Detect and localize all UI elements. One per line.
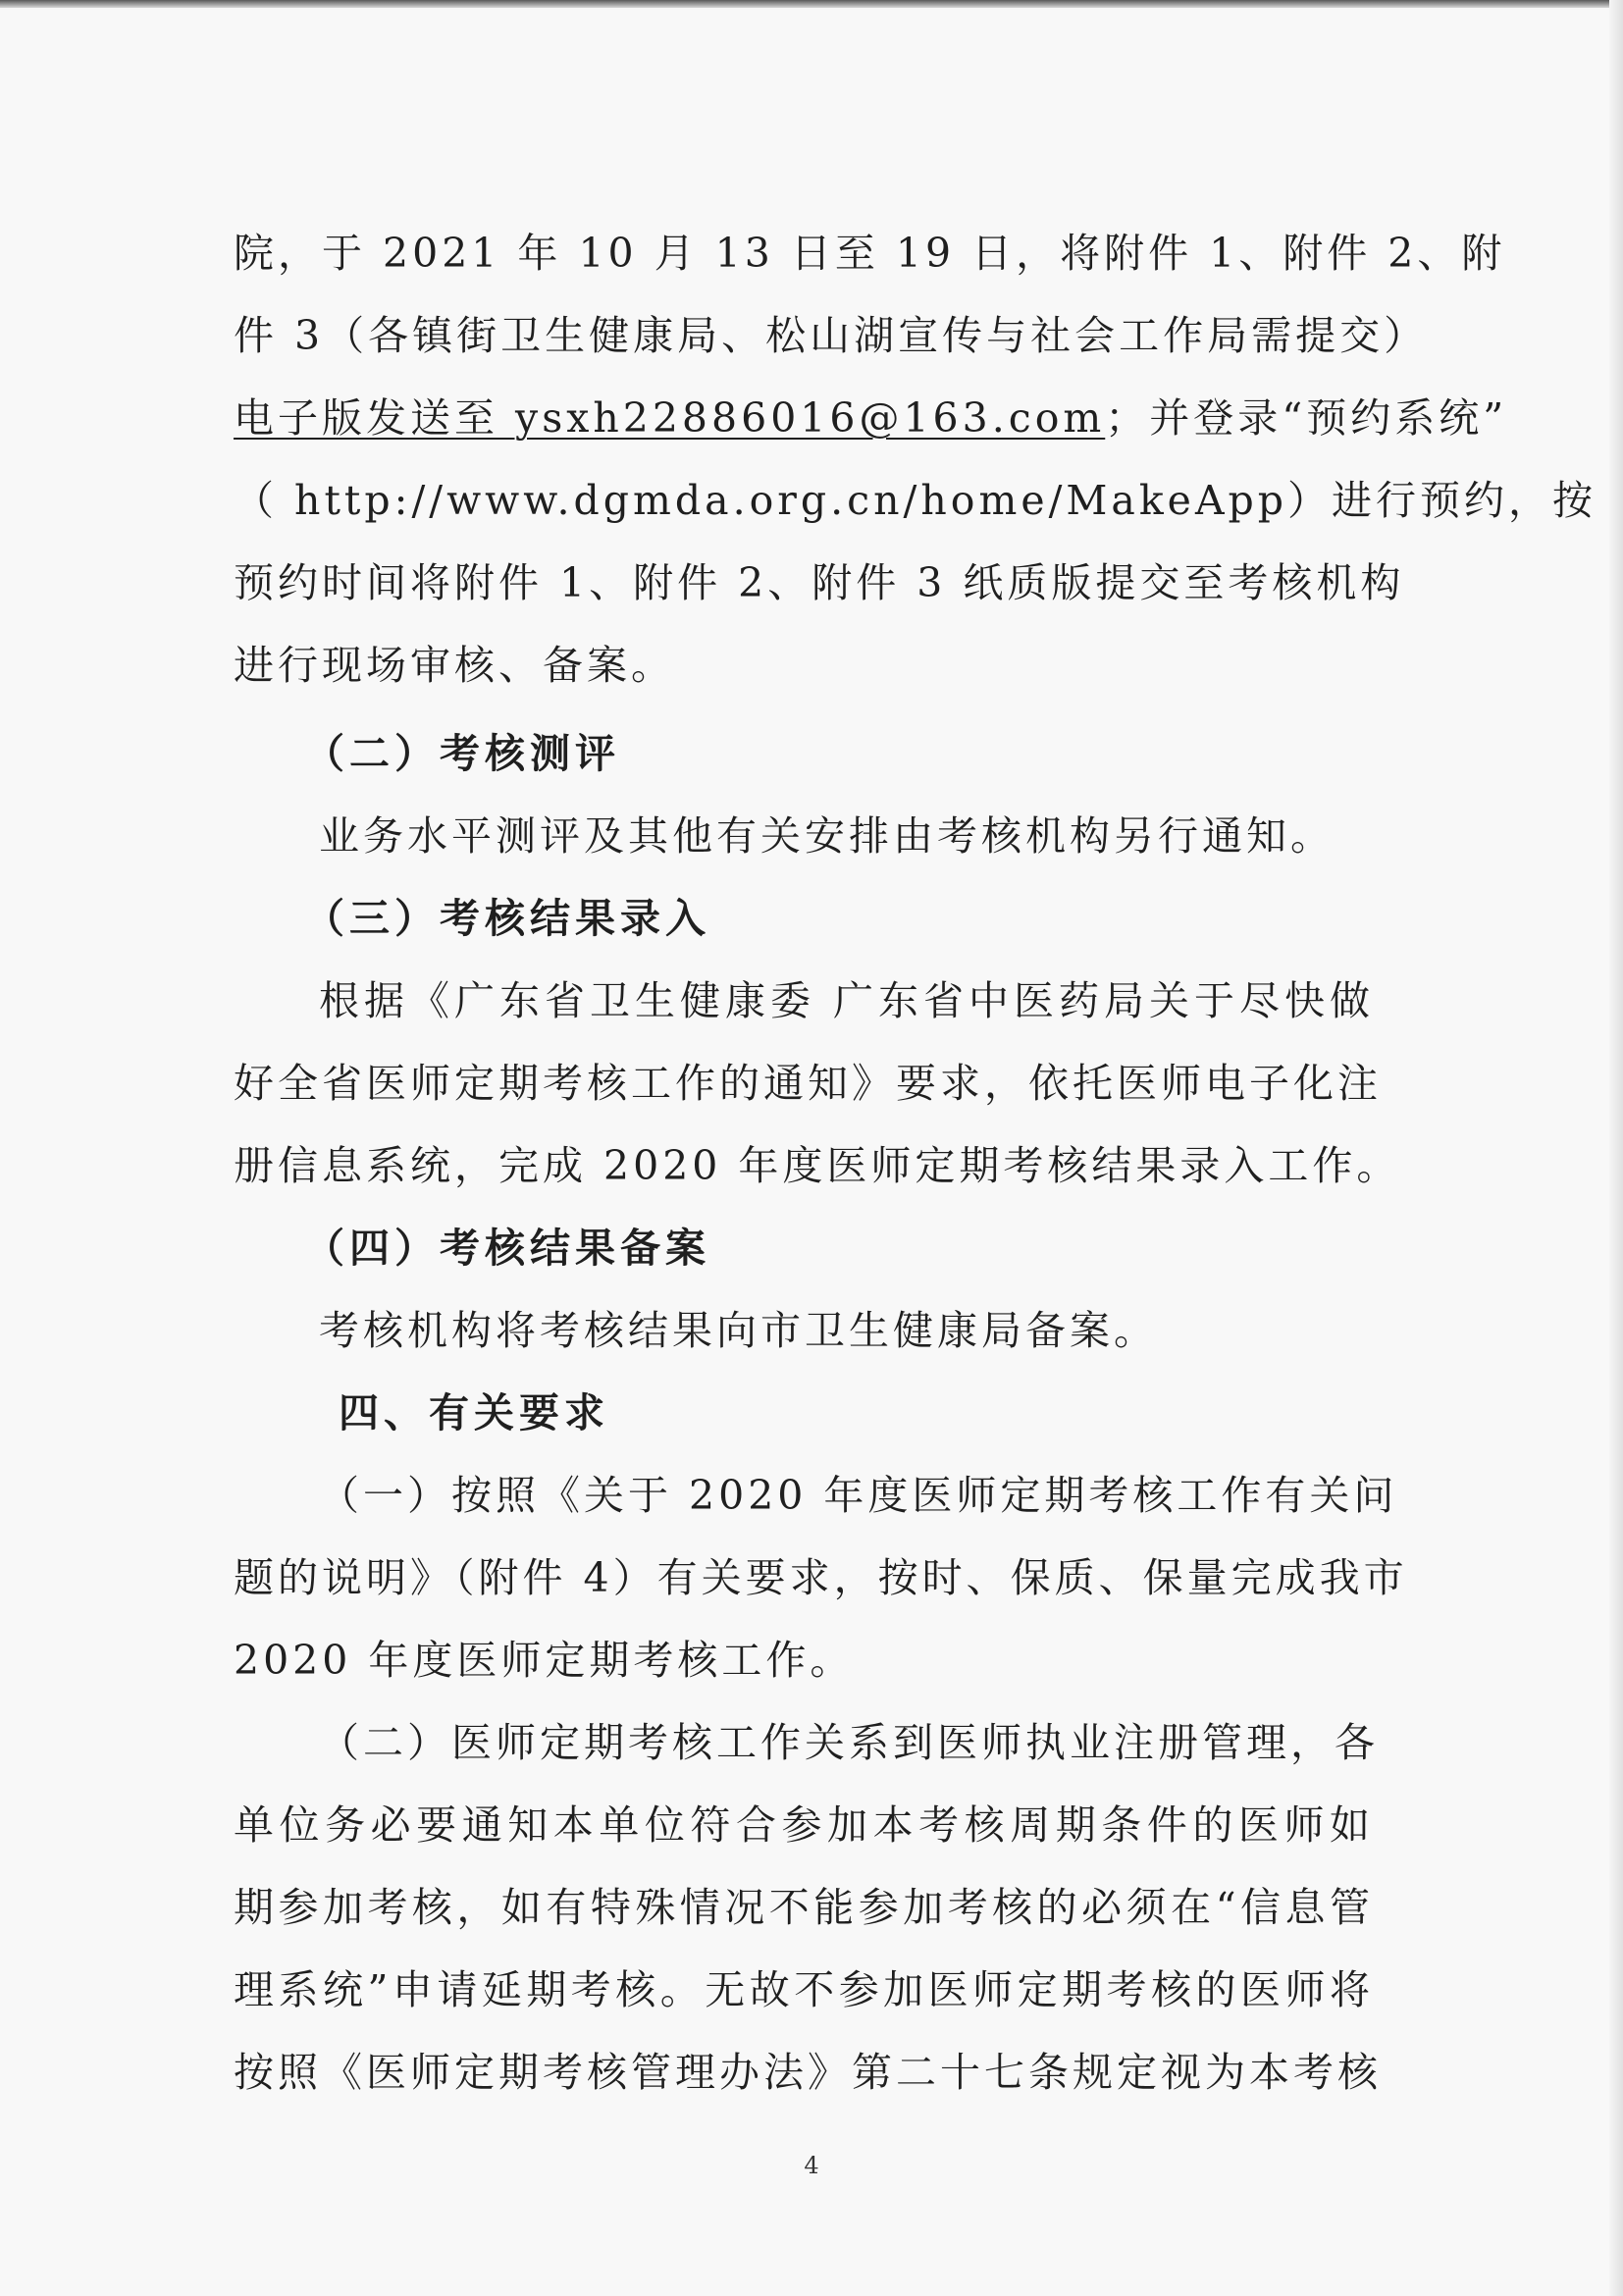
paragraph-line: 进行现场审核、备案。 [234,642,675,689]
paragraph-line: 题的说明》（附件 4）有关要求，按时、保质、保量完成我市 [234,1554,1408,1601]
scan-edge-right [1609,0,1623,2296]
section-heading: （四）考核结果备案 [304,1225,710,1272]
paragraph-line: （二）医师定期考核工作关系到医师执业注册管理，各 [319,1719,1379,1766]
paragraph-line: 单位务必要通知本单位符合参加本考核周期条件的医师如 [234,1801,1374,1849]
paragraph-line: 册信息系统，完成 2020 年度医师定期考核结果录入工作。 [234,1142,1401,1189]
section-heading: （三）考核结果录入 [304,895,710,942]
paragraph-line: 好全省医师定期考核工作的通知》要求，依托医师电子化注 [234,1060,1382,1107]
page-number: 4 [804,2152,819,2179]
paragraph-line: 电子版发送至 ysxh22886016@163.com；并登录“预约系统” [234,394,1508,442]
paragraph-line: 件 3（各镇街卫生健康局、松山湖宣传与社会工作局需提交） [234,312,1429,359]
section-heading: （二）考核测评 [304,730,620,777]
url-text: （ http://www.dgmda.org.cn/home/MakeApp）进行预约，按 [234,477,1597,524]
paragraph-line: 期参加考核，如有特殊情况不能参加考核的必须在“信息管 [234,1884,1374,1931]
paragraph-line: 院，于 2021 年 10 月 13 日至 19 日，将附件 1、附件 2、附 [234,230,1506,277]
paragraph-line: 考核机构将考核结果向市卫生健康局备案。 [319,1307,1158,1354]
paragraph-line: 预约时间将附件 1、附件 2、附件 3 纸质版提交至考核机构 [234,559,1405,606]
paragraph-line: 2020 年度医师定期考核工作。 [234,1637,855,1684]
paragraph-line: 理系统”申请延期考核。无故不参加医师定期考核的医师将 [234,1966,1374,2013]
main-section-heading: 四、有关要求 [339,1389,609,1436]
paragraph-line [234,473,1597,528]
email-address-link[interactable]: 电子版发送至 ysxh22886016@163.com [234,394,1106,442]
paragraph-line: 按照《医师定期考核管理办法》第二十七条规定视为本考核 [234,2049,1382,2096]
paragraph-line: 业务水平测评及其他有关安排由考核机构另行通知。 [319,812,1335,860]
scan-edge-top [0,0,1623,8]
paragraph-line: （一）按照《关于 2020 年度医师定期考核工作有关问 [319,1472,1398,1519]
paragraph-line: 根据《广东省卫生健康委 广东省中医药局关于尽快做 [319,977,1374,1024]
